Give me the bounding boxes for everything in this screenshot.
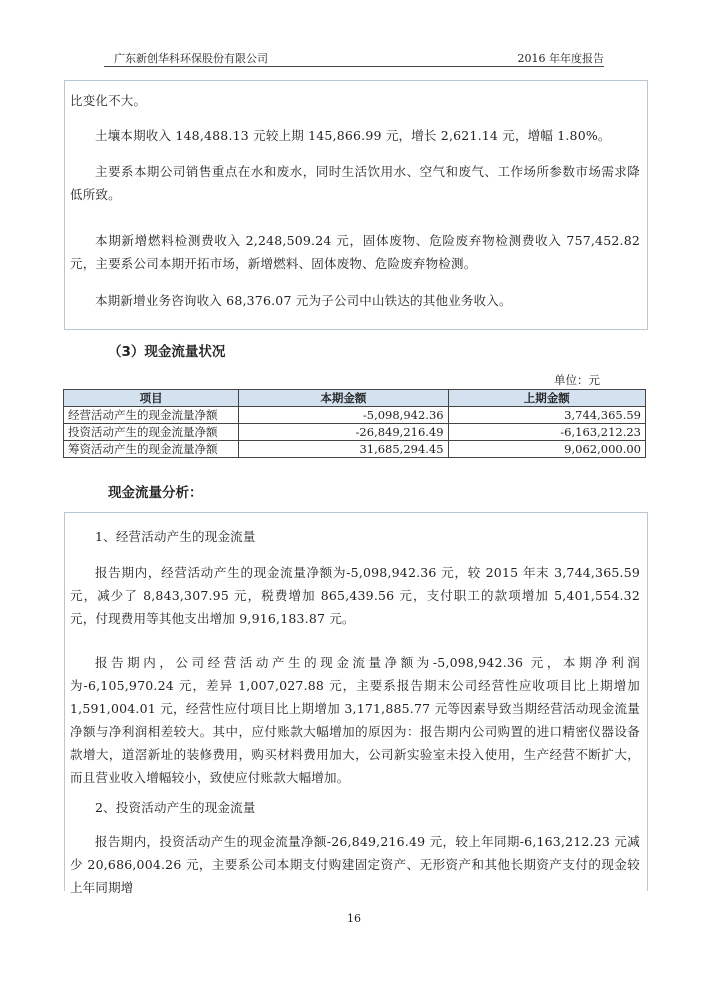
cashflow-section-title: （3）现金流量状况 [108, 344, 226, 360]
header-divider [104, 66, 604, 67]
box1-paragraph-1: 比变化不大。 [70, 93, 147, 108]
box1-paragraph-2: 土壤本期收入 148,488.13 元较上期 145,866.99 元，增长 2,621.14 元，增幅 1.80%。 [95, 128, 611, 143]
table-row [64, 407, 646, 424]
analysis-heading-2: 2、投资活动产生的现金流量 [95, 800, 256, 815]
analysis-heading-1: 1、经营活动产生的现金流量 [95, 529, 256, 544]
column-header-previous: 上期金额 [448, 390, 645, 407]
analysis-paragraph-3: 报告期内，投资活动产生的现金流量净额-26,849,216.49 元，较上年同期-6,163,212.23 元减少 20,686,004.26 元，主要系公司本期支付购建固定资产、无形资产和其他长期资产支付的现金较上年同期增 [70, 834, 640, 895]
company-name: 广东新创华科环保股份有限公司 [114, 52, 268, 65]
box1-paragraph-5: 本期新增业务咨询收入 68,376.07 元为子公司中山铁达的其他业务收入。 [95, 293, 512, 308]
row-item: 筹资活动产生的现金流量净额 [64, 441, 239, 458]
analysis-paragraph-1: 报告期内，经营活动产生的现金流量净额为-5,098,942.36 元，较 2015 年末 3,744,365.59 元，减少了 8,843,307.95 元，税费增加 865,439.56 元，支付职工的款项增加 5,401,554.32 元，付现费用等其他支出增加 9,916,183.87 元。 [70, 565, 640, 626]
row-previous: 3,744,365.59 [448, 407, 645, 424]
column-header-item: 项目 [64, 390, 239, 407]
page-number: 16 [347, 912, 361, 925]
column-header-current: 本期金额 [239, 390, 448, 407]
analysis-paragraph-2: 报告期内，公司经营活动产生的现金流量净额为-5,098,942.36 元，本期净利润为-6,105,970.24 元，差异 1,007,027.88 元，主要系报告期末公司经营性应收项目比上期增加 1,591,004.01 元，经营性应付项目比上期增加 3,171,885.77 元等因素导致当期经营活动现金流量净额与净利润相差较大。其中，应付账款大幅增加的原因为：报告期内公司购置的进口精密仪器设备款增大，道滘新址的装修费用，购买材料费用加大，公司新实验室未投入使用，生产经营不断扩大，而且营业收入增幅较小，致使应付账款大幅增加。 [70, 655, 640, 785]
row-current: 31,685,294.45 [239, 441, 448, 458]
cashflow-table [63, 389, 646, 458]
table-row [64, 424, 646, 441]
row-previous: -6,163,212.23 [448, 424, 645, 441]
row-item: 经营活动产生的现金流量净额 [64, 407, 239, 424]
row-current: -5,098,942.36 [239, 407, 448, 424]
row-previous: 9,062,000.00 [448, 441, 645, 458]
box1-paragraph-4: 本期新增燃料检测费收入 2,248,509.24 元，固体废物、危险废弃物检测费收入 757,452.82 元，主要系公司本期开拓市场，新增燃料、固体废物、危险废弃物检测。 [70, 233, 640, 271]
unit-label: 单位：元 [554, 373, 600, 387]
page-header [104, 48, 604, 68]
report-title: 2016 年年度报告 [517, 52, 604, 65]
box1-paragraph-3: 主要系本期公司销售重点在水和废水，同时生活饮用水、空气和废气、工作场所参数市场需求降低所致。 [70, 164, 640, 202]
table-row [64, 441, 646, 458]
analysis-title: 现金流量分析： [108, 485, 203, 501]
row-current: -26,849,216.49 [239, 424, 448, 441]
row-item: 投资活动产生的现金流量净额 [64, 424, 239, 441]
table-header-row [64, 390, 646, 407]
